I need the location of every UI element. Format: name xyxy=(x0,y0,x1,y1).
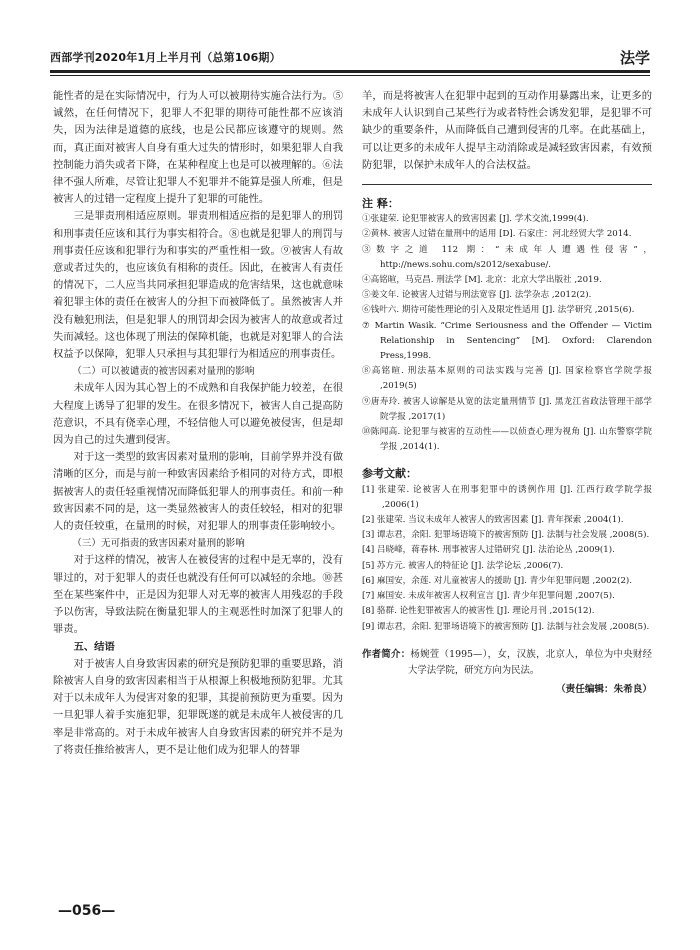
running-header xyxy=(50,49,650,71)
reference-item: [1] 张建荣. 论被害人在刑事犯罪中的诱例作用 [J]. 江西行政学院学报 ,2006(1) xyxy=(362,484,652,510)
body-paragraph: 未成年人因为其心智上的不成熟和自我保护能力较差，在很大程度上诱导了犯罪的发生。在很多情况下，被害人自己提高防范意识，不具有侥幸心理，不轻信他人可以避免被侵害，但是却因为自己的过失遭到侵害。 xyxy=(53,382,343,447)
section-heading: 五、结语 xyxy=(73,640,115,653)
note-item: ⑨唐寿玲. 被害人谅解是从宽的法定量刑情节 [J]. 黑龙江省政法管理干部学院学报 ,2017(1) xyxy=(362,396,652,422)
note-item: ②黄林. 被害人过错在量刑中的适用 [D]. 石家庄：河北经贸大学 2014. xyxy=(362,229,632,240)
body-paragraph: 能性者的是在实际情况中，行为人可以被期待实施合法行为。⑤诚然，在任何情况下，犯罪人不犯罪的期待可能性都不应该消失，因为法律是道德的底线，也是公民都应该遵守的规则。然而，真正面对被害人自身有重大过失的情形时，如果犯罪人自我控制能力消失或者下降，在某种程度上也是可以被理解的。⑥法律不强人所难，尽管让犯罪人不犯罪并不能算是强人所难，但是被害人的过错一定程度上提升了犯罪的可能性。 xyxy=(53,90,343,206)
body-paragraph: 对于被害人自身致害因素的研究是预防犯罪的重要思路，消除被害人自身的致害因素相当于从根源上积极地预防犯罪。尤其对于以未成年人为侵害对象的犯罪，其提前预防更为重要。因为一旦犯罪人着手实施犯罪，犯罪既遂的就是未成年人被侵害的几率是非常高的。对于未成年被害人自身致害因素的研究并不是为了将责任推给被害人，更不是让他们成为犯罪人的替罪 xyxy=(53,657,343,756)
header-rule-thick xyxy=(50,70,650,73)
page-number: —056— xyxy=(58,903,116,919)
body-paragraph: 三是罪责刑相适应原则。罪责刑相适应指的是犯罪人的刑罚和刑事责任应该和其行为事实相符合。⑧也就是犯罪人的刑罚与刑事责任应该和犯罪行为和事实的严重性相一致。⑨被害人有故意或者过失的，也应该负有相称的责任。因此，在被害人有责任的情况下，二人应当共同承担犯罪造成的危害结果，这也就意味着犯罪主体的责任在被害人的分担下而被降低了。虽然被害人并没有触犯刑法，但是犯罪人的刑罚却会因为被害人的故意或者过失而减轻。这也体现了刑法的保障机能，也就是对犯罪人的合法权益予以保障，犯罪人只承担与其犯罪行为相适应的刑事责任。 xyxy=(53,210,343,361)
reference-item: [4] 吕晓峰，蒋春林. 刑事被害人过错研究 [J]. 法治论丛 ,2009(1). xyxy=(362,545,615,556)
note-item: ⑤姜文年. 论被害人过错与刑法宽容 [J]. 法学杂志 ,2012(2). xyxy=(362,290,592,301)
body-paragraph: 对于这一类型的致害因素对量刑的影响，目前学界并没有做清晰的区分，而是与前一种致害因素给予相同的对待方式，即根据被害人的责任轻重视情况而降低犯罪人的刑事责任。和前一种致害因素不同的是，这一类显然被害人的责任较轻，相对的犯罪人的责任较重，在量刑的时候，对犯罪人的刑事责任影响较小。 xyxy=(53,451,343,533)
subsection-heading: （二）可以被谴责的被害因素对量刑的影响 xyxy=(72,366,255,378)
reference-item: [9] 谭志君，余阳. 犯罪场语境下的被害预防 [J]. 法制与社会发展 ,2008(5). xyxy=(362,621,650,632)
note-item: ④高铭暄，马克昌. 刑法学 [M]. 北京：北京大学出版社 ,2019. xyxy=(362,275,602,286)
subsection-heading: （三）无可指责的致害因素对量刑的影响 xyxy=(72,538,245,550)
note-item: ⑦ Martin Wasik. “Crime Seriousness and the Offender — Victim Relationship in Sentencing” [M]. Oxford: Clarendon Press,1998. xyxy=(362,320,652,362)
author-label: 作者简介： xyxy=(362,648,411,660)
body-paragraph: 对于这样的情况，被害人在被侵害的过程中是无辜的，没有罪过的，对于犯罪人的责任也就没有任何可以减轻的余地。⑩甚至在某些案件中，正是因为犯罪人对无辜的被害人用残忍的手段予以伤害，导致法院在衡量犯罪人的主观恶性时加深了犯罪人的罪责。 xyxy=(53,554,343,636)
reference-item: [7] 麻国安. 未成年被害人权利宣言 [J]. 青少年犯罪问题 ,2007(5). xyxy=(362,591,615,602)
note-item: ⑩陈闻高. 论犯罪与被害的互动性——以侦查心理为视角 [J]. 山东警察学院学报 ,2014(1). xyxy=(362,427,652,453)
editor-credit: （责任编辑：朱希良） xyxy=(556,683,652,695)
notes-list xyxy=(362,212,652,455)
body-paragraph: 羊，而是将被害人在犯罪中起到的互动作用暴露出来，让更多的未成年人认识到自己某些行为或者特性会诱发犯罪，是犯罪不可缺少的重要条件，从而降低自己遭到侵害的几率。在此基础上，可以让更多的未成年人提早主动消除或是减轻致害因素，有效预防犯罪，以保护未成年人的合法权益。 xyxy=(362,90,652,171)
left-column xyxy=(53,88,343,759)
reference-item: [3] 谭志君，余阳. 犯罪场语境下的被害预防 [J]. 法制与社会发展 ,2008(5). xyxy=(362,530,650,541)
references-list xyxy=(362,483,652,635)
header-rule-thin xyxy=(50,75,650,76)
note-item: ①张建荣. 论犯罪被害人的致害因素 [J]. 学术交流,1999(4). xyxy=(362,214,589,225)
notes-title: 注 释： xyxy=(362,197,399,211)
journal-issue: 西部学刊2020年1月上半月刊（总第106期） xyxy=(50,51,281,64)
right-column xyxy=(362,88,652,698)
conclusion-continuation xyxy=(362,88,652,174)
section-label: 法学 xyxy=(619,49,650,67)
author-bio xyxy=(362,647,652,679)
reference-item: [2] 张建荣. 当议未成年人被害人的致害因素 [J]. 青年探索 ,2004(1). xyxy=(362,515,624,526)
references-title: 参考文献： xyxy=(362,467,417,481)
notes-separator xyxy=(362,184,652,185)
reference-item: [6] 麻国安，余莲. 对儿童被害人的援助 [J]. 青少年犯罪问题 ,2002(2). xyxy=(362,575,633,586)
note-item: ③数字之道 112 期：“未成年人遭遇性侵害”，http://news.sohu.com/s2012/sexabuse/. xyxy=(362,244,652,270)
author-text: 杨婉萱（1995—），女，汉族，北京人，单位为中央财经大学法学院，研究方向为民法。 xyxy=(408,648,652,676)
reference-item: [5] 苏方元. 被害人的特征论 [J]. 法学论坛 ,2006(7). xyxy=(362,560,564,571)
note-item: ⑧高铭暄. 刑法基本原则的司法实践与完善 [J]. 国家检察官学院学报 ,2019(5) xyxy=(362,366,652,392)
reference-item: [8] 骆群. 论性犯罪被害人的被害性 [J]. 理论月刊 ,2015(12). xyxy=(362,606,595,617)
note-item: ⑥钱叶六. 期待可能性理论的引入及限定性适用 [J]. 法学研究 ,2015(6). xyxy=(362,305,635,316)
